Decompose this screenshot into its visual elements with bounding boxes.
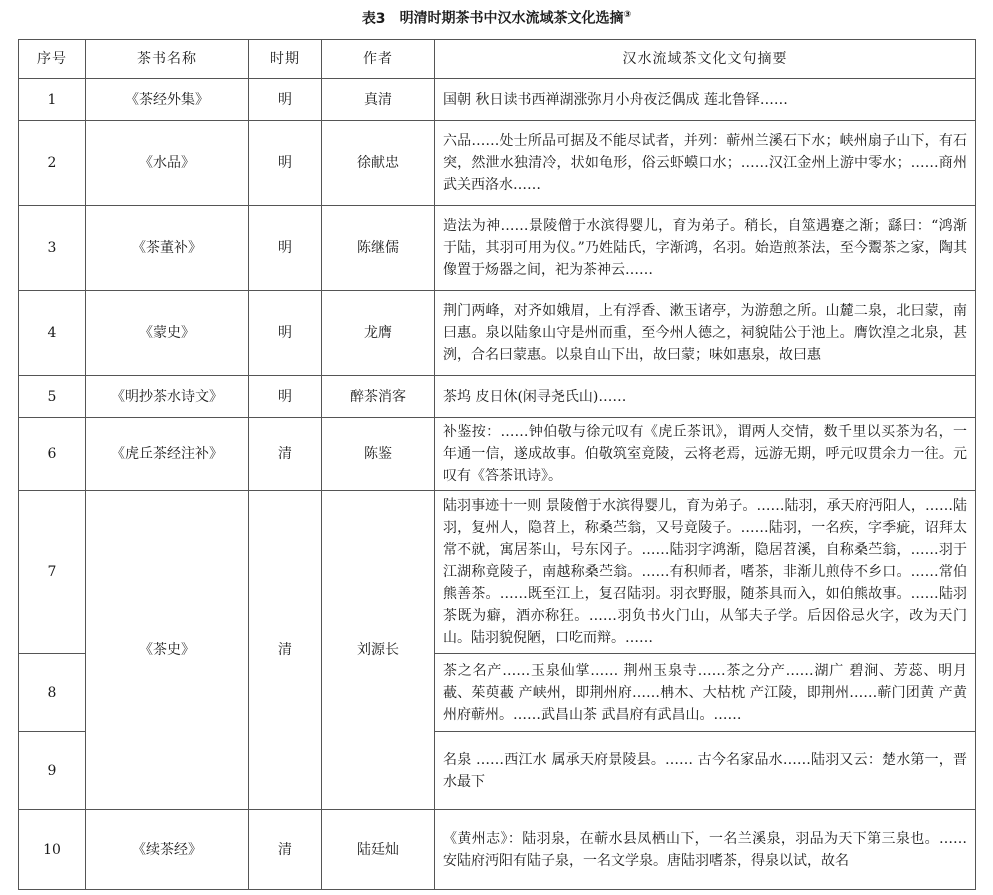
table-row: [19, 810, 976, 890]
table-row: [19, 291, 976, 376]
table-row: [19, 206, 976, 291]
row-book: 《明抄茶水诗文》: [86, 376, 249, 418]
tea-books-table: [18, 39, 976, 890]
footnote-marker: ③: [623, 10, 632, 20]
row-book: 《茶经外集》: [86, 79, 249, 121]
row-book: 《蒙史》: [86, 291, 249, 376]
table-label: 表3: [361, 10, 386, 27]
table-row: [19, 418, 976, 491]
row-no: 7: [19, 491, 86, 654]
row-excerpt: 陆羽事迹十一则 景陵僧于水滨得婴儿，育为弟子。……陆羽，承天府沔阳人，……陆羽，复州人，隐苕上，称桑苎翁，又号竟陵子。……陆羽，一名疾，字季疵，诏拜太常不就，寓居茶山，号东冈子。……陆羽字鸿渐，隐居苕溪，自称桑苎翁，……羽于江湖称竟陵子，南越称桑苎翁。……有积师者，嗜茶，非渐儿煎侍不乡口。……常伯熊善茶。……既至江上，复召陆羽。羽衣野服，随茶具而入，如伯熊故事。……陆羽茶既为癖，酒亦称狂。……羽负书火门山，从邹夫子学。后因俗忌火字，改为天门山。陆羽貌倪陋，口吃而辩。……: [435, 491, 976, 654]
row-excerpt: 补鉴按：……钟伯敬与徐元叹有《虎丘茶讯》，谓两人交情，数千里以买茶为名，一年通一信，遂成故事。伯敬筑室竟陵，云将老焉，远游无期，呼元叹贯余力一往。元叹有《答茶讯诗》。: [435, 418, 976, 491]
row-no: 4: [19, 291, 86, 376]
row-book: 《茶董补》: [86, 206, 249, 291]
row-no: 1: [19, 79, 86, 121]
row-period: 明: [249, 376, 322, 418]
table-row: [19, 121, 976, 206]
row-book: 《茶史》: [86, 491, 249, 810]
header-book: 茶书名称: [86, 40, 249, 79]
row-period: 明: [249, 121, 322, 206]
table-row: [19, 376, 976, 418]
header-excerpt: 汉水流域茶文化文句摘要: [435, 40, 976, 79]
row-excerpt: 国朝 秋日读书西禅湖涨弥月小舟夜泛偶成 莲北鲁铎……: [435, 79, 976, 121]
header-author: 作者: [322, 40, 435, 79]
table-row: [19, 79, 976, 121]
row-period: 明: [249, 206, 322, 291]
table-title: 明清时期茶书中汉水流域茶文化选摘: [399, 10, 624, 27]
row-author: 真清: [322, 79, 435, 121]
table-row: [19, 491, 976, 654]
row-excerpt: 名泉 ……西江水 属承天府景陵县。…… 古今名家品水……陆羽又云：楚水第一，晋水最下: [435, 732, 976, 810]
row-excerpt: 六品……处士所品可据及不能尽试者，并列：蕲州兰溪石下水；峡州扇子山下，有石突，然泄水独清冷，状如龟形，俗云虾蟆口水；……汉江金州上游中零水；……商州武关西洛水……: [435, 121, 976, 206]
row-book: 《虎丘茶经注补》: [86, 418, 249, 491]
row-author: 陈继儒: [322, 206, 435, 291]
row-author: 刘源长: [322, 491, 435, 810]
row-period: 清: [249, 418, 322, 491]
row-period: 清: [249, 810, 322, 890]
row-book: 《水品》: [86, 121, 249, 206]
row-no: 8: [19, 654, 86, 732]
row-excerpt: 荆门两峰，对齐如娥眉，上有浮香、漱玉诸亭，为游憩之所。山麓二泉，北曰蒙，南曰惠。泉以陆象山守是州而重，至今州人德之，祠貌陆公于池上。膺饮湟之北泉，甚洌，合名曰蒙惠。以泉自山下出，故曰蒙；味如惠泉，故曰惠: [435, 291, 976, 376]
row-no: 2: [19, 121, 86, 206]
row-excerpt: 《黄州志》：陆羽泉，在蕲水县凤栖山下，一名兰溪泉，羽品为天下第三泉也。……安陆府沔阳有陆子泉，一名文学泉。唐陆羽嗜茶，得泉以试，故名: [435, 810, 976, 890]
row-excerpt: 茶坞 皮日休(闲寻尧氏山)……: [435, 376, 976, 418]
row-author: 徐献忠: [322, 121, 435, 206]
row-author: 陆廷灿: [322, 810, 435, 890]
row-no: 5: [19, 376, 86, 418]
row-period: 明: [249, 291, 322, 376]
row-author: 龙膺: [322, 291, 435, 376]
row-no: 3: [19, 206, 86, 291]
row-excerpt: 造法为神……景陵僧于水滨得婴儿，育为弟子。稍长，自筮遇蹇之渐；繇曰：“鸿渐于陆，其羽可用为仪。”乃姓陆氏，字渐鸿，名羽。始造煎茶法，至今鬻茶之家，陶其像置于炀器之间，祀为茶神云……: [435, 206, 976, 291]
header-period: 时期: [249, 40, 322, 79]
row-no: 10: [19, 810, 86, 890]
row-book: 《续茶经》: [86, 810, 249, 890]
header-no: 序号: [19, 40, 86, 79]
row-no: 9: [19, 732, 86, 810]
table-caption: [0, 4, 993, 30]
row-author: 醉茶消客: [322, 376, 435, 418]
row-author: 陈鉴: [322, 418, 435, 491]
row-period: 清: [249, 491, 322, 810]
row-excerpt: 茶之名产……玉泉仙掌…… 荆州玉泉寺……茶之分产……湖广 碧涧、芳蕊、明月䕙、茱萸䕙 产峡州，即荆州府……柟木、大枯枕 产江陵，即荆州……蕲门团黄 产黄州府蕲州。……武昌山茶 武昌府有武昌山。……: [435, 654, 976, 732]
row-period: 明: [249, 79, 322, 121]
header-row: [19, 40, 976, 79]
row-no: 6: [19, 418, 86, 491]
